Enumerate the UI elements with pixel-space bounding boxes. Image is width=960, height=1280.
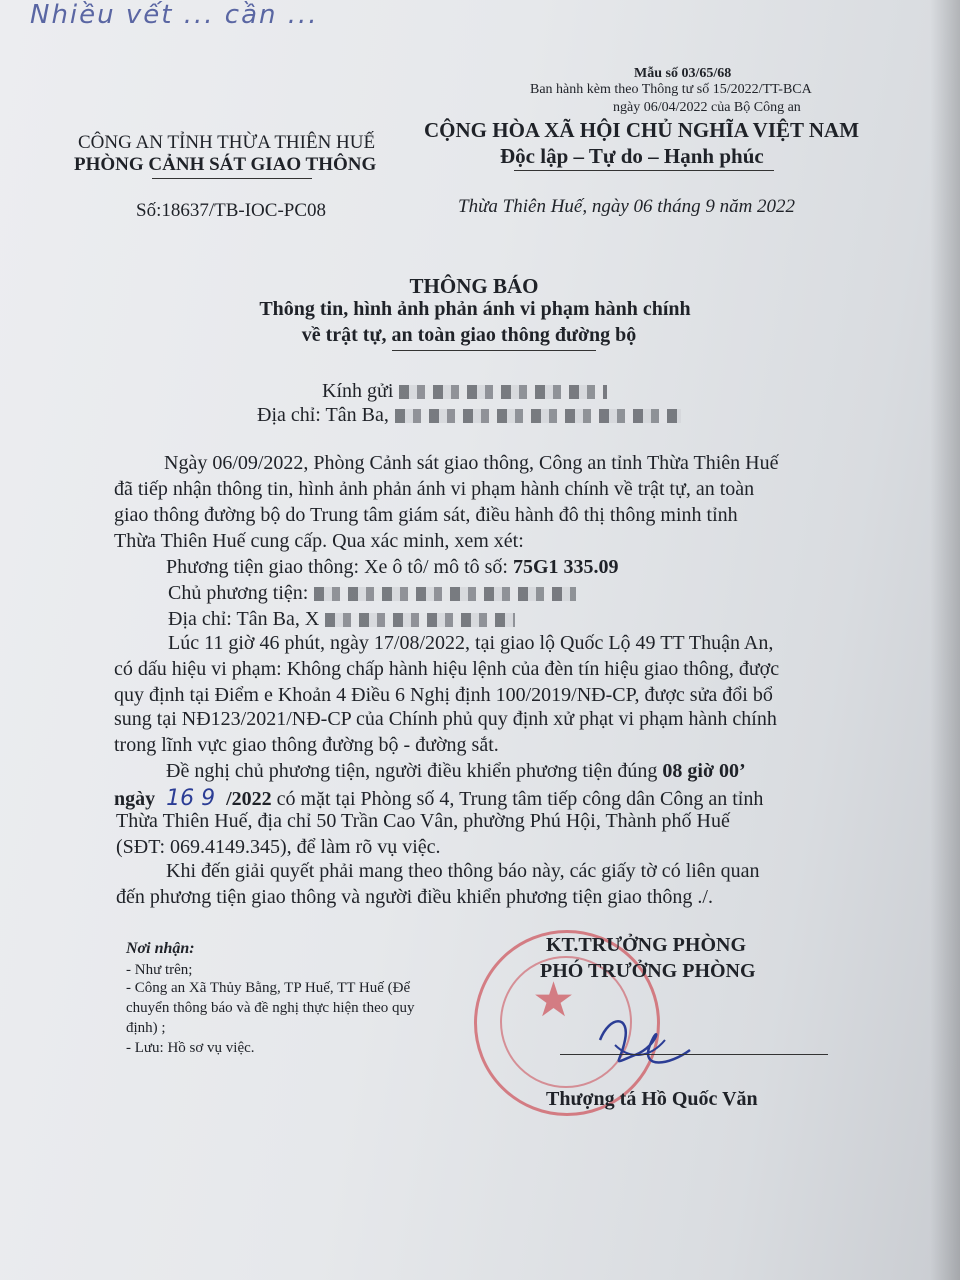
request-line-3: Thừa Thiên Huế, địa chỉ 50 Trần Cao Vân, phường Phú Hội, Thành phố Huế — [116, 810, 730, 832]
recipient-address-label: Địa chỉ: Tân Ba, — [257, 404, 389, 426]
document-title: THÔNG BÁO — [409, 274, 539, 298]
redacted-owner — [314, 587, 576, 601]
redacted-address — [395, 409, 681, 423]
form-note-1: Ban hành kèm theo Thông tư số 15/2022/TT-BCA — [530, 82, 812, 97]
body-line-4: Thừa Thiên Huế cung cấp. Qua xác minh, xem xét: — [114, 530, 524, 552]
document-number: Số:18637/TB-IOC-PC08 — [136, 200, 327, 221]
form-number: Mẫu số 03/65/68 — [634, 66, 732, 81]
request-time: 08 giờ 00’ — [662, 760, 746, 782]
owner-line — [168, 582, 576, 605]
receiver-item: - Như trên; — [126, 962, 193, 978]
recipient-line — [322, 380, 607, 403]
request-text-1: Đề nghị chủ phương tiện, người điều khiển phương tiện đúng — [166, 760, 658, 782]
request-year: /2022 — [226, 788, 272, 810]
signature-title-2: PHÓ TRƯỞNG PHÒNG — [540, 960, 756, 982]
redacted-name — [399, 385, 607, 399]
signer-name: Thượng tá Hồ Quốc Văn — [546, 1088, 758, 1110]
closing-line-1: Khi đến giải quyết phải mang theo thông báo này, các giấy tờ có liên quan — [166, 860, 760, 882]
motto: Độc lập – Tự do – Hạnh phúc — [500, 144, 764, 168]
violation-line-3: quy định tại Điểm e Khoản 4 Điều 6 Nghị định 100/2019/NĐ-CP, được sửa đổi bổ — [114, 684, 773, 706]
handwritten-signature — [590, 1010, 700, 1070]
place-date: Thừa Thiên Huế, ngày 06 tháng 9 năm 2022 — [458, 196, 796, 217]
owner-label: Chủ phương tiện: — [168, 582, 309, 604]
request-line-1 — [166, 760, 746, 783]
receiver-item: chuyển thông báo và đề nghị thực hiện theo quy — [126, 1000, 415, 1016]
request-line-2 — [114, 786, 763, 811]
signature-line — [560, 1054, 828, 1055]
nation-name: CỘNG HÒA XÃ HỘI CHỦ NGHĨA VIỆT NAM — [424, 118, 860, 142]
violation-line-2: có dấu hiệu vi phạm: Không chấp hành hiệu lệnh của đèn tín hiệu giao thông, được — [114, 658, 780, 680]
receiver-item: định) ; — [126, 1020, 166, 1036]
body-line-1: Ngày 06/09/2022, Phòng Cảnh sát giao thông, Công an tỉnh Thừa Thiên Huế — [164, 452, 779, 474]
violation-line-4: sung tại NĐ123/2021/NĐ-CP của Chính phủ quy định xử phạt vi phạm hành chính — [114, 708, 777, 730]
closing-line-2: đến phương tiện giao thông và người điều khiển phương tiện giao thông ./. — [116, 886, 713, 908]
form-note-2: ngày 06/04/2022 của Bộ Công an — [613, 100, 801, 115]
handwritten-note: Nhiều vết ... cần ... — [30, 0, 319, 30]
license-plate: 75G1 335.09 — [512, 556, 619, 578]
redacted-owner-address — [325, 613, 515, 627]
owner-address-line — [168, 608, 515, 631]
request-day-label: ngày — [114, 788, 156, 810]
agency-underline — [152, 178, 312, 179]
receiver-item: - Công an Xã Thủy Bằng, TP Huế, TT Huế (Để — [126, 980, 411, 996]
document-subtitle-2: về trật tự, an toàn giao thông đường bộ — [301, 324, 637, 346]
subtitle-underline — [392, 350, 596, 351]
violation-line-5: trong lĩnh vực giao thông đường bộ - đường sắt. — [114, 734, 499, 756]
body-line-2: đã tiếp nhận thông tin, hình ảnh phản ánh vi phạm hành chính về trật tự, an toàn — [114, 478, 755, 500]
agency-parent: CÔNG AN TỈNH THỪA THIÊN HUẾ — [78, 132, 376, 153]
signature-title-1: KT.TRƯỞNG PHÒNG — [546, 934, 746, 956]
recipient-label: Kính gửi — [322, 380, 394, 402]
request-line-4: (SĐT: 069.4149.345), để làm rõ vụ việc. — [116, 836, 441, 858]
handwritten-date: 16 9 — [166, 786, 216, 811]
recipient-address-line — [257, 404, 681, 427]
receivers-heading: Nơi nhận: — [126, 940, 195, 957]
agency-name: PHÒNG CẢNH SÁT GIAO THÔNG — [74, 154, 377, 175]
motto-underline — [514, 170, 774, 171]
violation-line-1: Lúc 11 giờ 46 phút, ngày 17/08/2022, tại giao lộ Quốc Lộ 49 TT Thuận An, — [168, 632, 774, 654]
request-place: có mặt tại Phòng số 4, Trung tâm tiếp công dân Công an tỉnh — [276, 788, 764, 810]
stamp-star-icon: ★ — [532, 974, 576, 1027]
receiver-item: - Lưu: Hồ sơ vụ việc. — [126, 1040, 255, 1056]
owner-address: Địa chỉ: Tân Ba, X — [168, 608, 320, 630]
page-edge-shadow — [930, 0, 960, 1280]
vehicle-label: Phương tiện giao thông: Xe ô tô/ mô tô số: — [166, 556, 508, 578]
vehicle-line — [166, 556, 619, 579]
document-subtitle-1: Thông tin, hình ảnh phản ánh vi phạm hành chính — [259, 298, 691, 320]
body-line-3: giao thông đường bộ do Trung tâm giám sát, điều hành đô thị thông minh tỉnh — [114, 504, 738, 526]
